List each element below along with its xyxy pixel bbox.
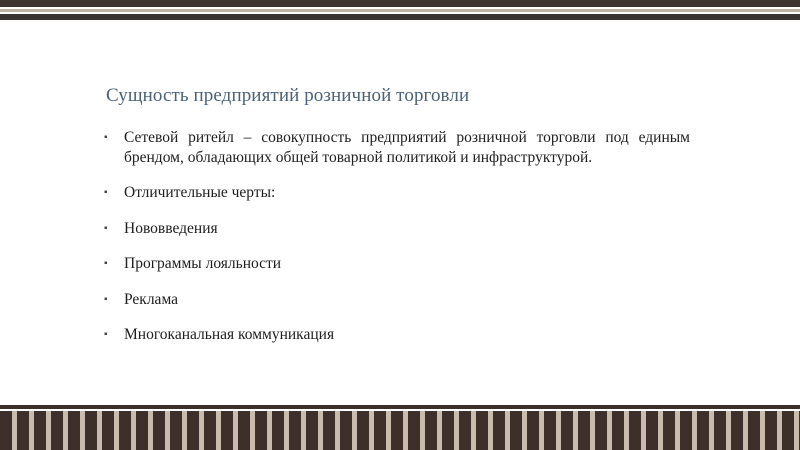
bullet-text: Многоканальная коммуникация bbox=[124, 326, 335, 343]
bullet-text: Нововведения bbox=[124, 219, 218, 237]
bottom-decorative-band bbox=[0, 411, 800, 450]
bullet-text: Программы лояльности bbox=[124, 255, 282, 272]
bullet-icon: ▪ bbox=[104, 187, 108, 198]
bullet-list bbox=[104, 128, 690, 345]
bullet-icon: ▪ bbox=[104, 293, 108, 305]
bullet-icon: ▪ bbox=[104, 222, 108, 234]
bullet-text: Сетевой ритейл – совокупность предприятий розничной торговли под единым брендом, обладающих общей товарной политикой и инфраструктурой. bbox=[124, 129, 690, 166]
top-band-dark-stripe bbox=[0, 0, 800, 7]
bullet-text: Отличительные черты: bbox=[124, 184, 276, 201]
bottom-band-edge bbox=[0, 405, 800, 409]
bullet-item bbox=[104, 128, 690, 167]
top-band-light-stripe bbox=[0, 9, 800, 12]
bullet-item bbox=[104, 219, 690, 239]
bullet-icon: ▪ bbox=[104, 258, 108, 269]
bullet-icon: ▪ bbox=[104, 132, 108, 143]
top-band-dark-stripe-lower bbox=[0, 14, 800, 20]
bullet-item bbox=[104, 325, 690, 345]
bullet-item bbox=[104, 183, 690, 203]
slide-title: Сущность предприятий розничной торговли bbox=[106, 85, 470, 106]
bullet-icon: ▪ bbox=[104, 329, 108, 340]
bullet-item bbox=[104, 290, 690, 310]
bullet-text: Реклама bbox=[124, 290, 179, 308]
bullet-item bbox=[104, 254, 690, 274]
top-decorative-band bbox=[0, 0, 800, 20]
